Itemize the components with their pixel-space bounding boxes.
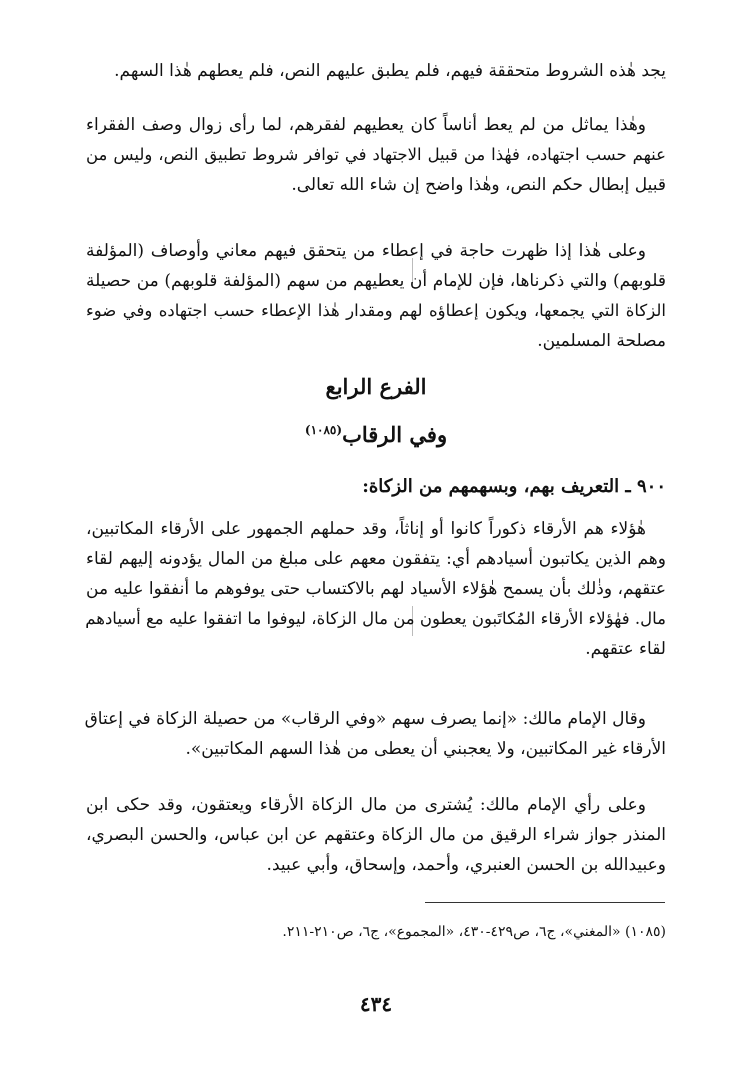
section-title: الفرع الرابع — [325, 374, 427, 399]
page-number: ٤٣٤ — [359, 992, 393, 1016]
text-line: وهٰذا يماثل من لم يعط أناساً كان يعطيهم لفقرهم، لما رأى زوال وصف الفقراء — [86, 115, 646, 135]
text-line: مصلحة المسلمين. — [537, 331, 666, 351]
text-line: مال. فهٰؤلاء الأرقاء المُكاتَبون يعطون من مال الزكاة، ليوفوا ما اتفقوا عليه مع أسيادهم — [85, 609, 666, 628]
text-line: الأرقاء غير المكاتبين، ولا يعجبني أن يعطى من هٰذا السهم المكاتبين». — [185, 739, 666, 759]
text-line: يجد هٰذه الشروط متحققة فيهم، فلم يطبق عليهم النص، فلم يعطهم هٰذا السهم. — [114, 61, 666, 81]
text-line: وقال الإمام مالك: «إنما يصرف سهم «وفي الرقاب» من حصيلة الزكاة في إعتاق — [84, 709, 646, 729]
text-line: وعلى رأي الإمام مالك: يُشترى من مال الزكاة الأرقاء ويعتقون، وقد حكى ابن — [86, 795, 646, 815]
text-line: المنذر جواز شراء الرقيق من مال الزكاة وعتقهم عن ابن عباس، والحسن البصري، — [86, 825, 666, 845]
text-line: وعلى هٰذا إذا ظهرت حاجة في إعطاء من يتحقق فيهم معاني وأوصاف (المؤلفة — [86, 241, 646, 261]
footnote-divider — [425, 902, 665, 903]
paragraph — [86, 790, 666, 880]
paragraph — [86, 704, 666, 764]
paragraph — [86, 110, 666, 200]
text-line: عتقهم، وذٰلك بأن يسمح هٰؤلاء الأسياد لهم بالاكتساب حتى يوفوهم ما أنفقوا عليه من — [86, 579, 666, 599]
section-subtitle — [0, 422, 752, 447]
text-line: الزكاة التي يجمعها، ويكون إعطاؤه لهم ومقدار هٰذا الإعطاء حسب اجتهاده وفي ضوء — [86, 301, 666, 320]
footnote-reference: (١٠٨٥) — [304, 423, 343, 437]
paragraph — [86, 56, 666, 86]
item-heading: ٩٠٠ ـ التعريف بهم، وبسهمهم من الزكاة: — [362, 476, 666, 497]
section-subtitle-text: وفي الرقاب — [342, 422, 448, 447]
text-line: قلوبهم) والتي ذكرناها، فإن للإمام أن يعطيهم من سهم (المؤلفة قلوبهم) من حصيلة — [86, 271, 666, 291]
paragraph — [86, 514, 666, 664]
text-line: لقاء عتقهم. — [585, 639, 666, 659]
text-line: قبيل إبطال حكم النص، وهٰذا واضح إن شاء الله تعالى. — [291, 175, 666, 195]
text-line: هٰؤلاء هم الأرقاء ذكوراً كانوا أو إناثاً، وقد حملهم الجمهور على الأرقاء المكاتبين، — [86, 519, 646, 539]
paragraph — [86, 236, 666, 356]
text-line: عنهم حسب اجتهاده، فهٰذا من قبيل الاجتهاد في توافر شروط تطبيق النص، وليس من — [86, 145, 666, 164]
text-line: وهم الذين يكاتبون أسيادهم أي: يتفقون معهم على مبلغ من المال يؤدونه إليهم لقاء — [86, 549, 666, 569]
text-line: وعبيدالله بن الحسن العنبري، وأحمد، وإسحاق، وأبي عبيد. — [266, 855, 666, 875]
footnote: (١٠٨٥) «المغني»، ج٦، ص٤٢٩-٤٣٠، «المجموع»، ج٦، ص٢١٠-٢١١. — [282, 924, 666, 940]
